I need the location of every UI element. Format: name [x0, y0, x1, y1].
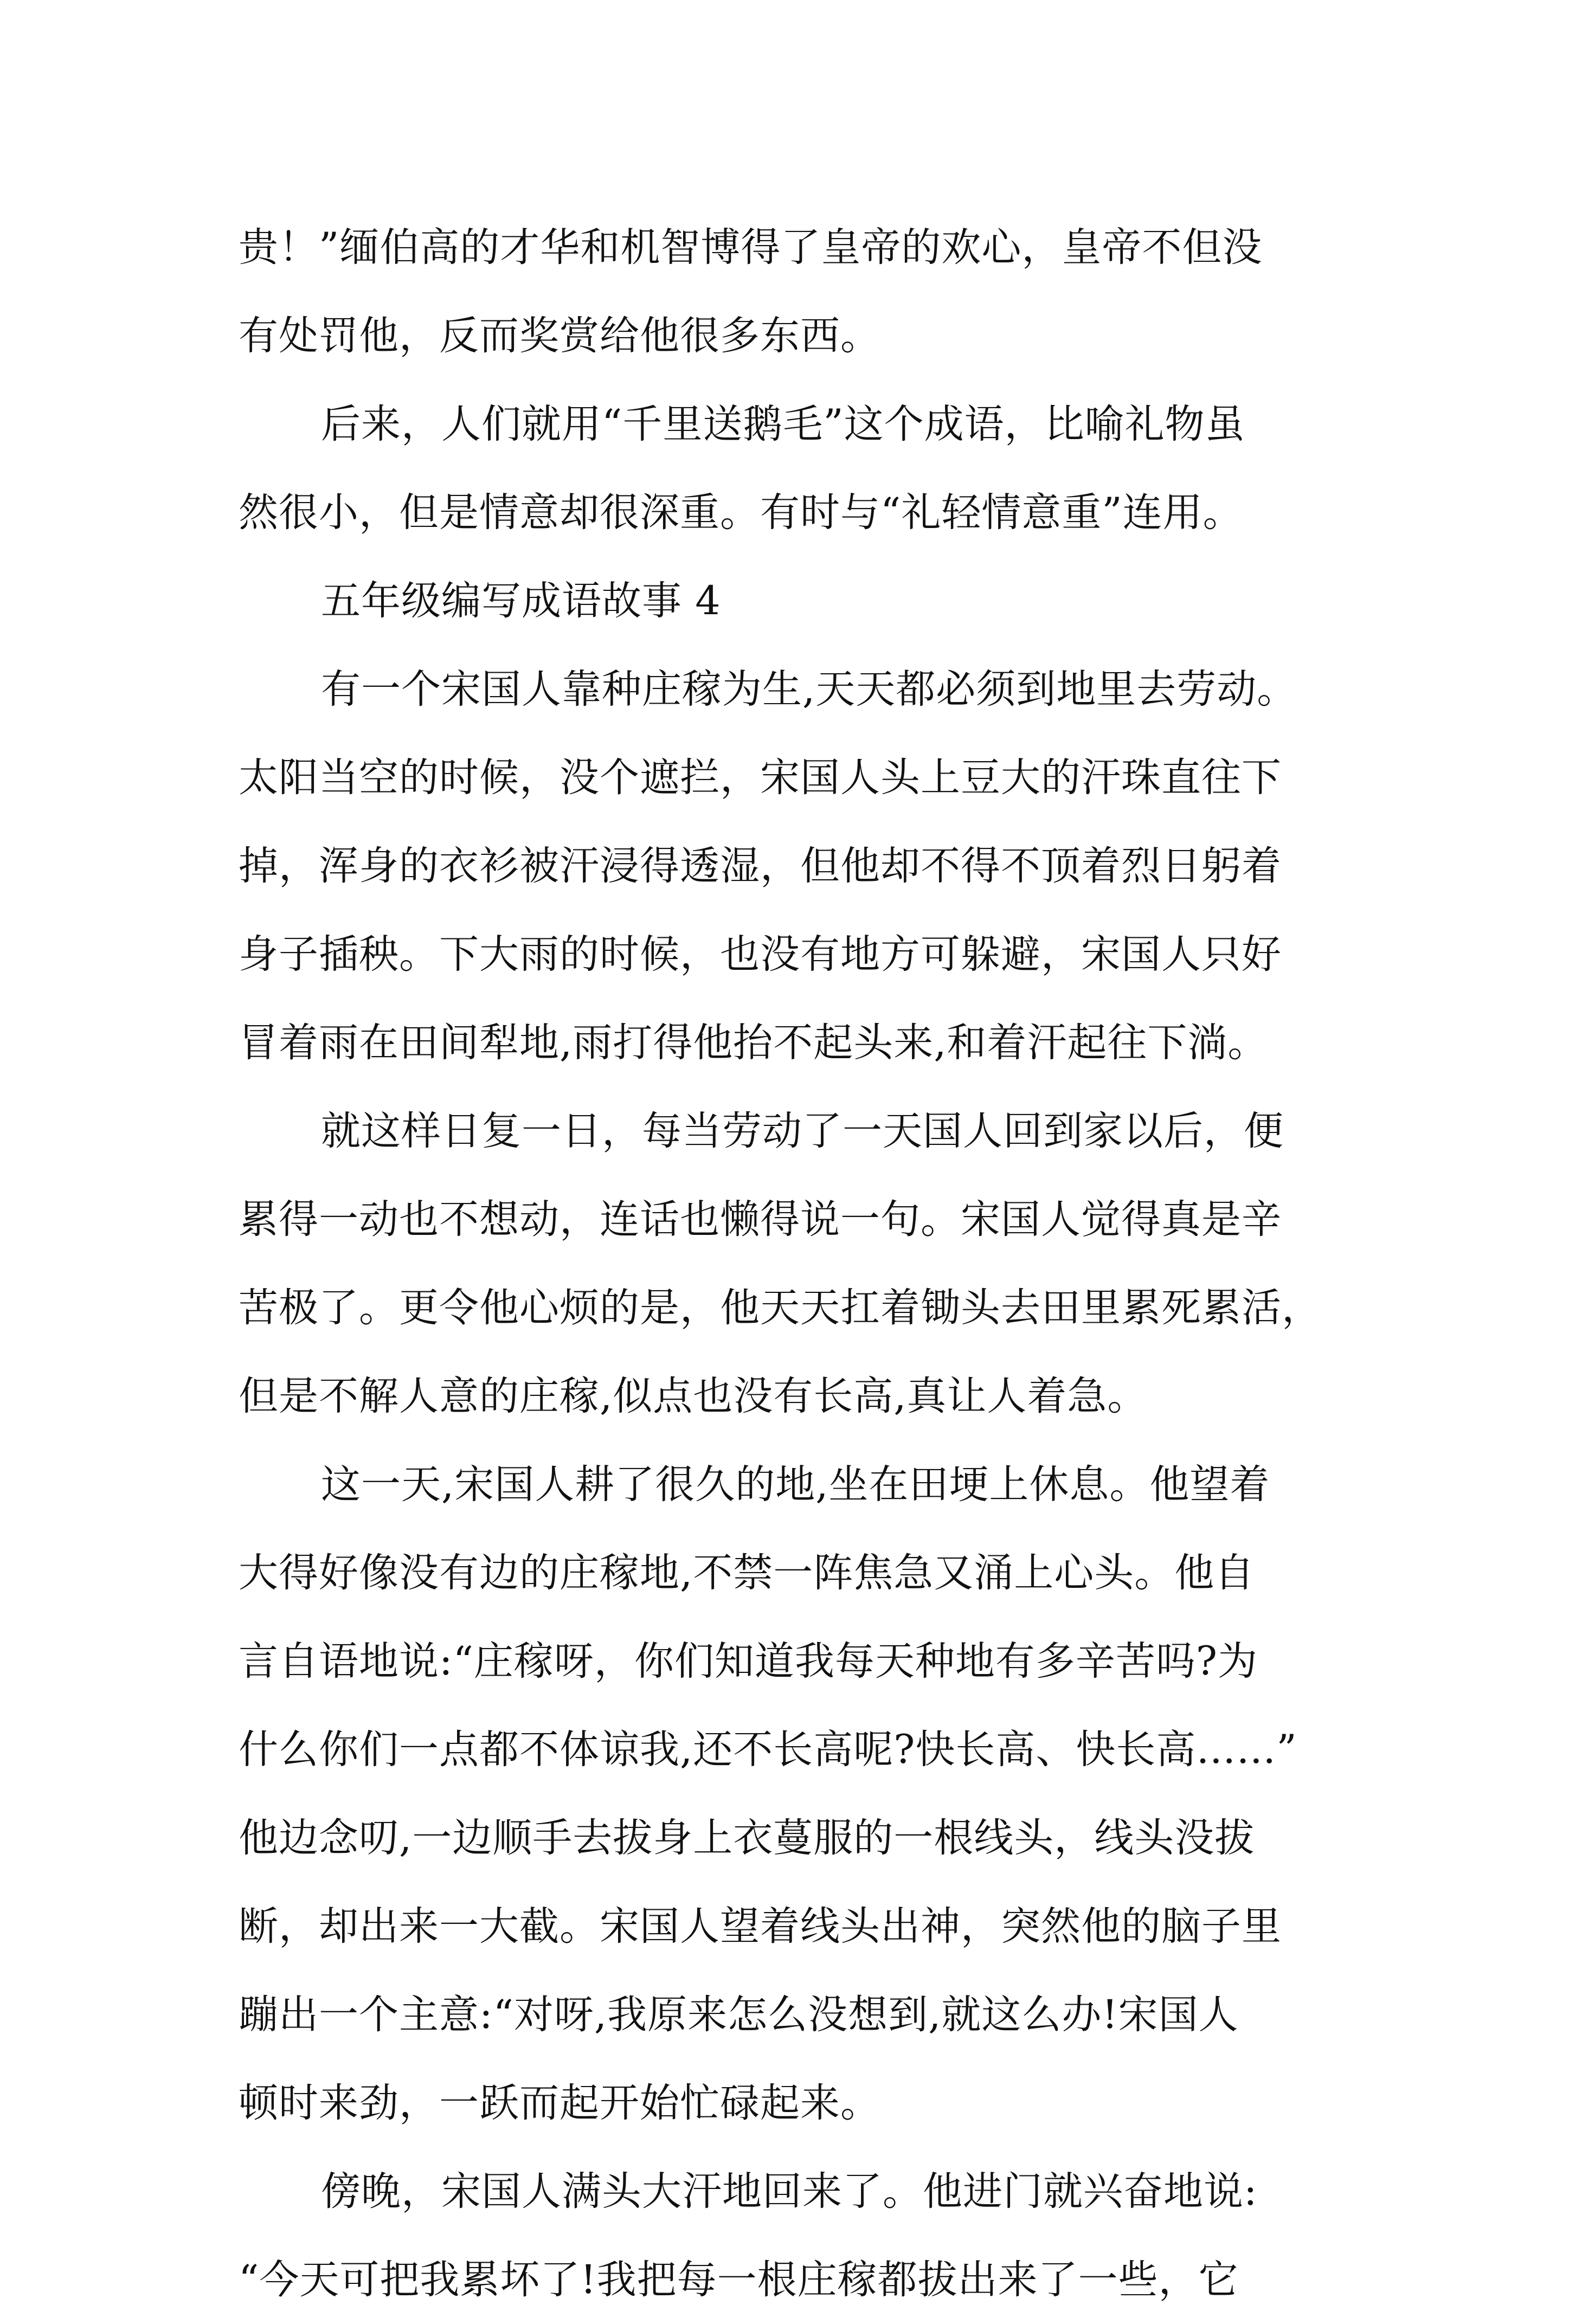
text-line: 言自语地说:“庄稼呀，你们知道我每天种地有多辛苦吗?为: [239, 1638, 1258, 1684]
text-line: 贵！”缅伯高的才华和机智博得了皇帝的欢心，皇帝不但没: [239, 224, 1263, 271]
text-line: 断，却出来一大截。宋国人望着线头出神，突然他的脑子里: [239, 1903, 1282, 1949]
text-line: 什么你们一点都不体谅我,还不长高呢?快长高、快长高……”: [239, 1727, 1297, 1773]
text-line: 冒着雨在田间犁地,雨打得他抬不起头来,和着汗起往下淌。: [239, 1020, 1268, 1066]
text-line: 他边念叨,一边顺手去拔身上衣蔓服的一根线头，线头没拔: [239, 1815, 1255, 1861]
section-heading: 五年级编写成语故事 4: [321, 578, 721, 624]
text-line: 大得好像没有边的庄稼地,不禁一阵焦急又涌上心头。他自: [239, 1550, 1255, 1596]
text-line: 苦极了。更令他心烦的是，他天天扛着锄头去田里累死累活，: [239, 1285, 1322, 1331]
text-line: 蹦出一个主意:“对呀,我原来怎么没想到,就这么办!宋国人: [239, 1992, 1239, 2038]
text-line: 这一天,宋国人耕了很久的地,坐在田埂上休息。他望着: [321, 1462, 1270, 1508]
document-body: [239, 203, 1345, 2324]
text-line: 有一个宋国人靠种庄稼为生,天天都必须到地里去劳动。: [321, 666, 1297, 712]
text-line: 就这样日复一日，每当劳动了一天国人回到家以后，便: [321, 1108, 1284, 1154]
text-line: 然很小，但是情意却很深重。有时与“礼轻情意重”连用。: [239, 490, 1243, 536]
text-line: 顿时来劲，一跃而起开始忙碌起来。: [239, 2080, 880, 2126]
text-line: 累得一动也不想动，连话也懒得说一句。宋国人觉得真是辛: [239, 1196, 1282, 1243]
text-line: 但是不解人意的庄稼,似点也没有长高,真让人着急。: [239, 1373, 1148, 1419]
text-line: 傍晚，宋国人满头大汗地回来了。他进门就兴奋地说:: [321, 2168, 1258, 2214]
text-line: 太阳当空的时候，没个遮拦，宋国人头上豆大的汗珠直往下: [239, 755, 1282, 801]
text-line: “今天可把我累坏了!我把每一根庄稼都拔出来了一些，它: [239, 2257, 1239, 2303]
text-line: 身子插秧。下大雨的时候，也没有地方可躲避，宋国人只好: [239, 931, 1282, 977]
text-line: 后来，人们就用“千里送鹅毛”这个成语，比喻礼物虽: [321, 401, 1245, 447]
text-line: 掉，浑身的衣衫被汗浸得透湿，但他却不得不顶着烈日躬着: [239, 843, 1282, 889]
text-line: 有处罚他，反而奖赏给他很多东西。: [239, 313, 880, 359]
